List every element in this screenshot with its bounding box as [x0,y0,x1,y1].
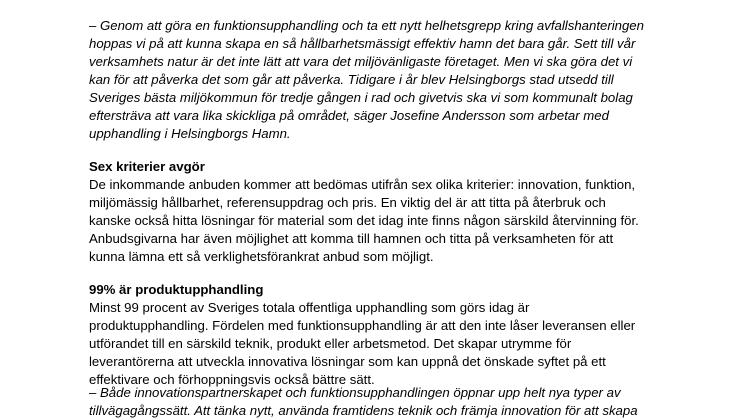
quote-line: upphandling i Helsingborgs Hamn. [89,126,291,141]
body-line: utförandet till en särskild teknik, produkt eller arbetsmetod. Det skapar utrymme för [89,336,572,351]
quote-line: kan för att påverka det som går att påverka. Tidigare i år blev Helsingborgs stad utsedd till [89,72,614,87]
quote-line: hoppas vi på att kunna skapa en så hållbarhetsmässigt effektiv hamn det bara går. Sett till vår [89,36,636,51]
quote-line: tillvägagångssätt. Att tänka nytt, använda framtidens teknik och främja innovation för att skapa [89,403,638,418]
body-line: Anbudsgivarna har även möjlighet att komma till hamnen och titta på verksamheten för att [89,231,614,246]
quote-line: eftersträva att vara lika skickliga på området, säger Josefine Andersson som arbetar med [89,108,609,123]
section-heading: 99% är produktupphandling [89,282,264,297]
quote-line: – Både innovationspartnerskapet och funktionsupphandlingen öppnar upp helt nya typer av [89,385,621,400]
body-line: produktupphandling. Fördelen med funktionsupphandling är att den inte låser leveransen eller [89,318,636,333]
section-heading: Sex kriterier avgör [89,159,205,174]
body-line: kunna lämna ett så verklighetsförankrat anbud som möjligt. [89,249,434,264]
quote-line: verksamhets natur är det inte lätt att vara det miljövänligaste företaget. Men vi ska göra det vi [89,54,633,69]
quote-line: – Genom att göra en funktionsupphandling och ta ett nytt helhetsgrepp kring avfallshanteringen [89,18,644,33]
body-line: Minst 99 procent av Sveriges totala offentliga upphandling som görs idag är [89,300,530,315]
body-line: kanske också hitta lösningar för material som det idag inte finns någon särskild återvinning för. [89,213,639,228]
body-line: effektivare och förhoppningsvis också bättre sätt. [89,372,375,387]
body-line: leverantörerna att utveckla innovativa lösningar som kan uppnå det önskade syftet på ett [89,354,606,369]
body-line: miljömässig hållbarhet, referensuppdrag och pris. En viktig del är att titta på återbruk och [89,195,606,210]
quote-line: Sveriges bästa miljökommun för tredje gången i rad och givetvis ska vi som kommunalt bolag [89,90,633,105]
body-line: De inkommande anbuden kommer att bedömas utifrån sex olika kriterier: innovation, funktion, [89,177,636,192]
